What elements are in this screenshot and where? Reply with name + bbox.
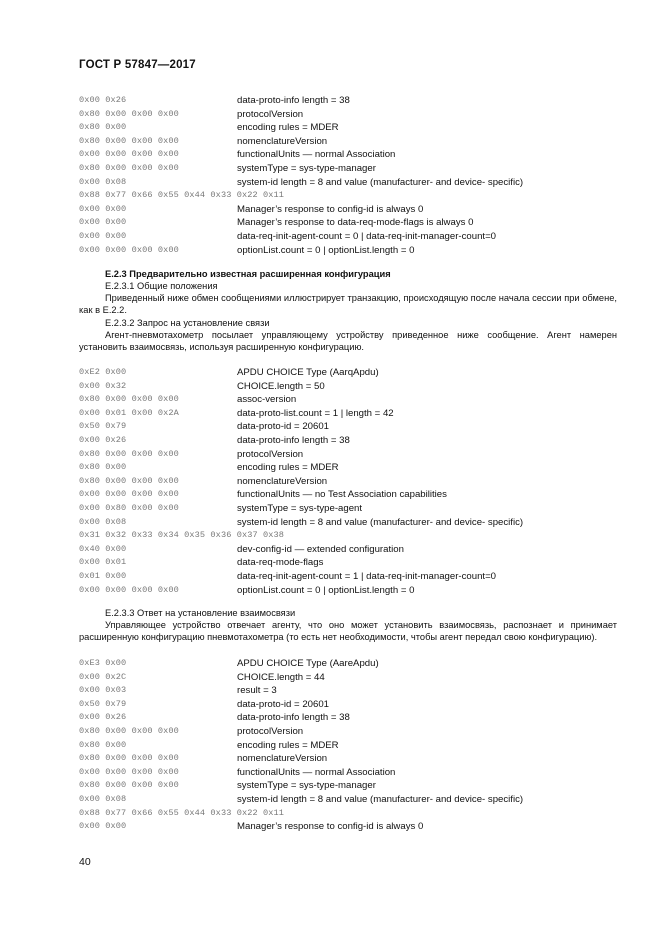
field-description: systemType = sys-type-agent: [237, 502, 363, 514]
field-description: optionList.count = 0 | optionList.length = 0: [237, 244, 415, 256]
hex-row: [79, 176, 619, 190]
section-heading-e233: Е.2.3.3 Ответ на установление взаимосвязи: [105, 608, 296, 618]
hex-bytes: 0x80 0x00: [79, 122, 127, 133]
page-number: 40: [79, 856, 91, 868]
field-description: system-id length = 8 and value (manufacturer- and device- specific): [237, 516, 524, 528]
hex-bytes: 0x00 0x26: [79, 95, 127, 105]
field-description: Manager’s response to data-req-mode-flags is always 0: [237, 217, 474, 229]
hex-bytes: 0x31 0x32 0x33 0x34 0x35 0x36 0x37 0x38: [79, 530, 285, 541]
hex-row: [79, 244, 619, 258]
field-description: data-proto-info length = 38: [237, 95, 350, 106]
hex-row: [79, 570, 619, 584]
document-header: ГОСТ Р 57847—2017: [79, 59, 196, 71]
hex-row: [79, 698, 619, 712]
hex-row: [79, 148, 619, 162]
hex-bytes: 0x40 0x00: [79, 543, 127, 554]
hex-block-association-response-tail: [79, 94, 619, 257]
hex-bytes: 0x00 0x32: [79, 380, 127, 391]
hex-bytes: 0x80 0x00: [79, 462, 127, 473]
hex-row: [79, 529, 619, 543]
hex-row: [79, 420, 619, 434]
hex-row: [79, 739, 619, 753]
hex-row: [79, 380, 619, 394]
hex-bytes: 0x80 0x00 0x00 0x00: [79, 394, 179, 405]
field-description: encoding rules = MDER: [237, 122, 339, 134]
hex-row: [79, 189, 619, 203]
hex-bytes: 0x00 0x80 0x00 0x00: [79, 502, 179, 513]
hex-bytes: 0x00 0x26: [79, 434, 127, 445]
section-heading-e232: Е.2.3.2 Запрос на установление связи: [105, 318, 270, 328]
hex-row: [79, 556, 619, 570]
field-description: protocolVersion: [237, 108, 304, 120]
hex-row: [79, 407, 619, 421]
hex-row: [79, 711, 619, 725]
hex-row: [79, 461, 619, 475]
hex-row: [79, 121, 619, 135]
field-description: Manager’s response to config-id is always 0: [237, 821, 424, 833]
paragraph-general: Приведенный ниже обмен сообщениями иллюстрирует транзакцию, происходящую после начала сессии при обмене, как в Е.2.2.: [79, 293, 617, 316]
field-description: data-req-mode-flags: [237, 557, 324, 569]
hex-bytes: 0x50 0x79: [79, 421, 127, 432]
field-description: optionList.count = 0 | optionList.length = 0: [237, 584, 415, 596]
field-description: data-proto-info length = 38: [237, 434, 350, 446]
hex-row: [79, 752, 619, 766]
hex-bytes: 0x50 0x79: [79, 698, 127, 709]
hex-row: [79, 657, 619, 671]
hex-bytes: 0x01 0x00: [79, 570, 127, 581]
field-description: dev-config-id — extended configuration: [237, 543, 404, 555]
field-description: systemType = sys-type-manager: [237, 162, 376, 174]
hex-row: [79, 94, 619, 108]
field-description: data-proto-info length = 38: [237, 712, 350, 724]
hex-bytes: 0x00 0x00 0x00 0x00: [79, 766, 179, 777]
field-description: data-req-init-agent-count = 1 | data-req-init-manager-count=0: [237, 570, 497, 582]
hex-row: [79, 162, 619, 176]
paragraph-association-response: Управляющее устройство отвечает агенту, что оно может установить взаимосвязь, распознает и принимает расширенную конфигурацию пневмотахометра (то есть нет необходимости, чтобы агент передал свою конфигурацию).: [79, 620, 617, 643]
hex-bytes: 0x00 0x26: [79, 712, 127, 723]
field-description: systemType = sys-type-manager: [237, 780, 376, 792]
hex-bytes: 0x80 0x00 0x00 0x00: [79, 448, 179, 459]
field-description: APDU CHOICE Type (AareApdu): [237, 658, 379, 669]
hex-row: [79, 475, 619, 489]
hex-row: [79, 543, 619, 557]
hex-row: [79, 779, 619, 793]
hex-bytes: 0x00 0x03: [79, 685, 127, 696]
hex-bytes: 0x00 0x00 0x00 0x00: [79, 244, 179, 255]
field-description: encoding rules = MDER: [237, 462, 339, 474]
field-description: functionalUnits — normal Association: [237, 149, 396, 161]
paragraph-association-request: Агент-пневмотахометр посылает управляющему устройству приведенное ниже сообщение. Агент намерен установить взаимосвязь, используя расширенную конфигурацию.: [79, 330, 617, 353]
hex-row: [79, 448, 619, 462]
hex-row: [79, 684, 619, 698]
field-description: result = 3: [237, 685, 277, 697]
hex-bytes: 0x80 0x00 0x00 0x00: [79, 725, 179, 736]
field-description: APDU CHOICE Type (AarqApdu): [237, 367, 379, 378]
hex-bytes: 0x80 0x00 0x00 0x00: [79, 108, 179, 119]
hex-bytes: 0x00 0x08: [79, 176, 127, 187]
hex-row: [79, 434, 619, 448]
hex-bytes: 0x00 0x2C: [79, 671, 127, 682]
field-description: data-req-init-agent-count = 0 | data-req-init-manager-count=0: [237, 230, 497, 242]
hex-bytes: 0x00 0x08: [79, 793, 127, 804]
hex-bytes: 0x00 0x00: [79, 203, 127, 214]
hex-row: [79, 393, 619, 407]
field-description: data-proto-id = 20601: [237, 698, 330, 710]
field-description: functionalUnits — normal Association: [237, 766, 396, 778]
hex-bytes: 0x00 0x00 0x00 0x00: [79, 489, 179, 500]
field-description: encoding rules = MDER: [237, 739, 339, 751]
field-description: protocolVersion: [237, 725, 304, 737]
hex-block-association-request: [79, 366, 619, 597]
field-description: functionalUnits — no Test Association capabilities: [237, 489, 447, 501]
hex-bytes: 0x00 0x00 0x00 0x00: [79, 584, 179, 595]
field-description: CHOICE.length = 44: [237, 671, 325, 683]
field-description: nomenclatureVersion: [237, 135, 328, 147]
hex-row: [79, 820, 619, 834]
hex-bytes: 0x00 0x01: [79, 557, 127, 568]
hex-bytes: 0x00 0x01 0x00 0x2A: [79, 407, 179, 418]
hex-row: [79, 807, 619, 821]
hex-bytes: 0x80 0x00 0x00 0x00: [79, 135, 179, 146]
field-description: Manager’s response to config-id is always 0: [237, 203, 424, 215]
hex-row: [79, 230, 619, 244]
hex-bytes: 0x88 0x77 0x66 0x55 0x44 0x33 0x22 0x11: [79, 807, 285, 818]
hex-bytes: 0x00 0x00 0x00 0x00: [79, 149, 179, 160]
hex-row: [79, 488, 619, 502]
hex-block-association-response: [79, 657, 619, 834]
hex-bytes: 0x00 0x00: [79, 217, 127, 228]
field-description: system-id length = 8 and value (manufacturer- and device- specific): [237, 793, 524, 805]
hex-row: [79, 203, 619, 217]
section-heading-e23: Е.2.3 Предварительно известная расширенная конфигурация: [105, 269, 391, 279]
section-heading-e231: Е.2.3.1 Общие положения: [105, 281, 218, 291]
hex-bytes: 0x80 0x00: [79, 739, 127, 750]
hex-bytes: 0x80 0x00 0x00 0x00: [79, 780, 179, 791]
hex-row: [79, 793, 619, 807]
field-description: CHOICE.length = 50: [237, 380, 325, 392]
field-description: data-proto-id = 20601: [237, 421, 330, 433]
hex-row: [79, 366, 619, 380]
hex-bytes: 0x80 0x00 0x00 0x00: [79, 162, 179, 173]
field-description: system-id length = 8 and value (manufacturer- and device- specific): [237, 176, 524, 188]
hex-bytes: 0x88 0x77 0x66 0x55 0x44 0x33 0x22 0x11: [79, 190, 285, 201]
hex-row: [79, 766, 619, 780]
field-description: assoc-version: [237, 394, 297, 406]
hex-row: [79, 216, 619, 230]
hex-row: [79, 502, 619, 516]
hex-row: [79, 725, 619, 739]
hex-bytes: 0x00 0x00: [79, 821, 127, 832]
hex-bytes: 0x80 0x00 0x00 0x00: [79, 753, 179, 764]
field-description: data-proto-list.count = 1 | length = 42: [237, 407, 394, 419]
field-description: nomenclatureVersion: [237, 753, 328, 765]
hex-row: [79, 584, 619, 598]
hex-row: [79, 108, 619, 122]
hex-bytes: 0x00 0x08: [79, 516, 127, 527]
hex-row: [79, 135, 619, 149]
hex-bytes: 0x00 0x00: [79, 230, 127, 241]
hex-row: [79, 671, 619, 685]
field-description: nomenclatureVersion: [237, 475, 328, 487]
hex-row: [79, 516, 619, 530]
field-description: protocolVersion: [237, 448, 304, 460]
hex-bytes: 0xE2 0x00: [79, 367, 127, 377]
hex-bytes: 0x80 0x00 0x00 0x00: [79, 475, 179, 486]
hex-bytes: 0xE3 0x00: [79, 658, 127, 668]
